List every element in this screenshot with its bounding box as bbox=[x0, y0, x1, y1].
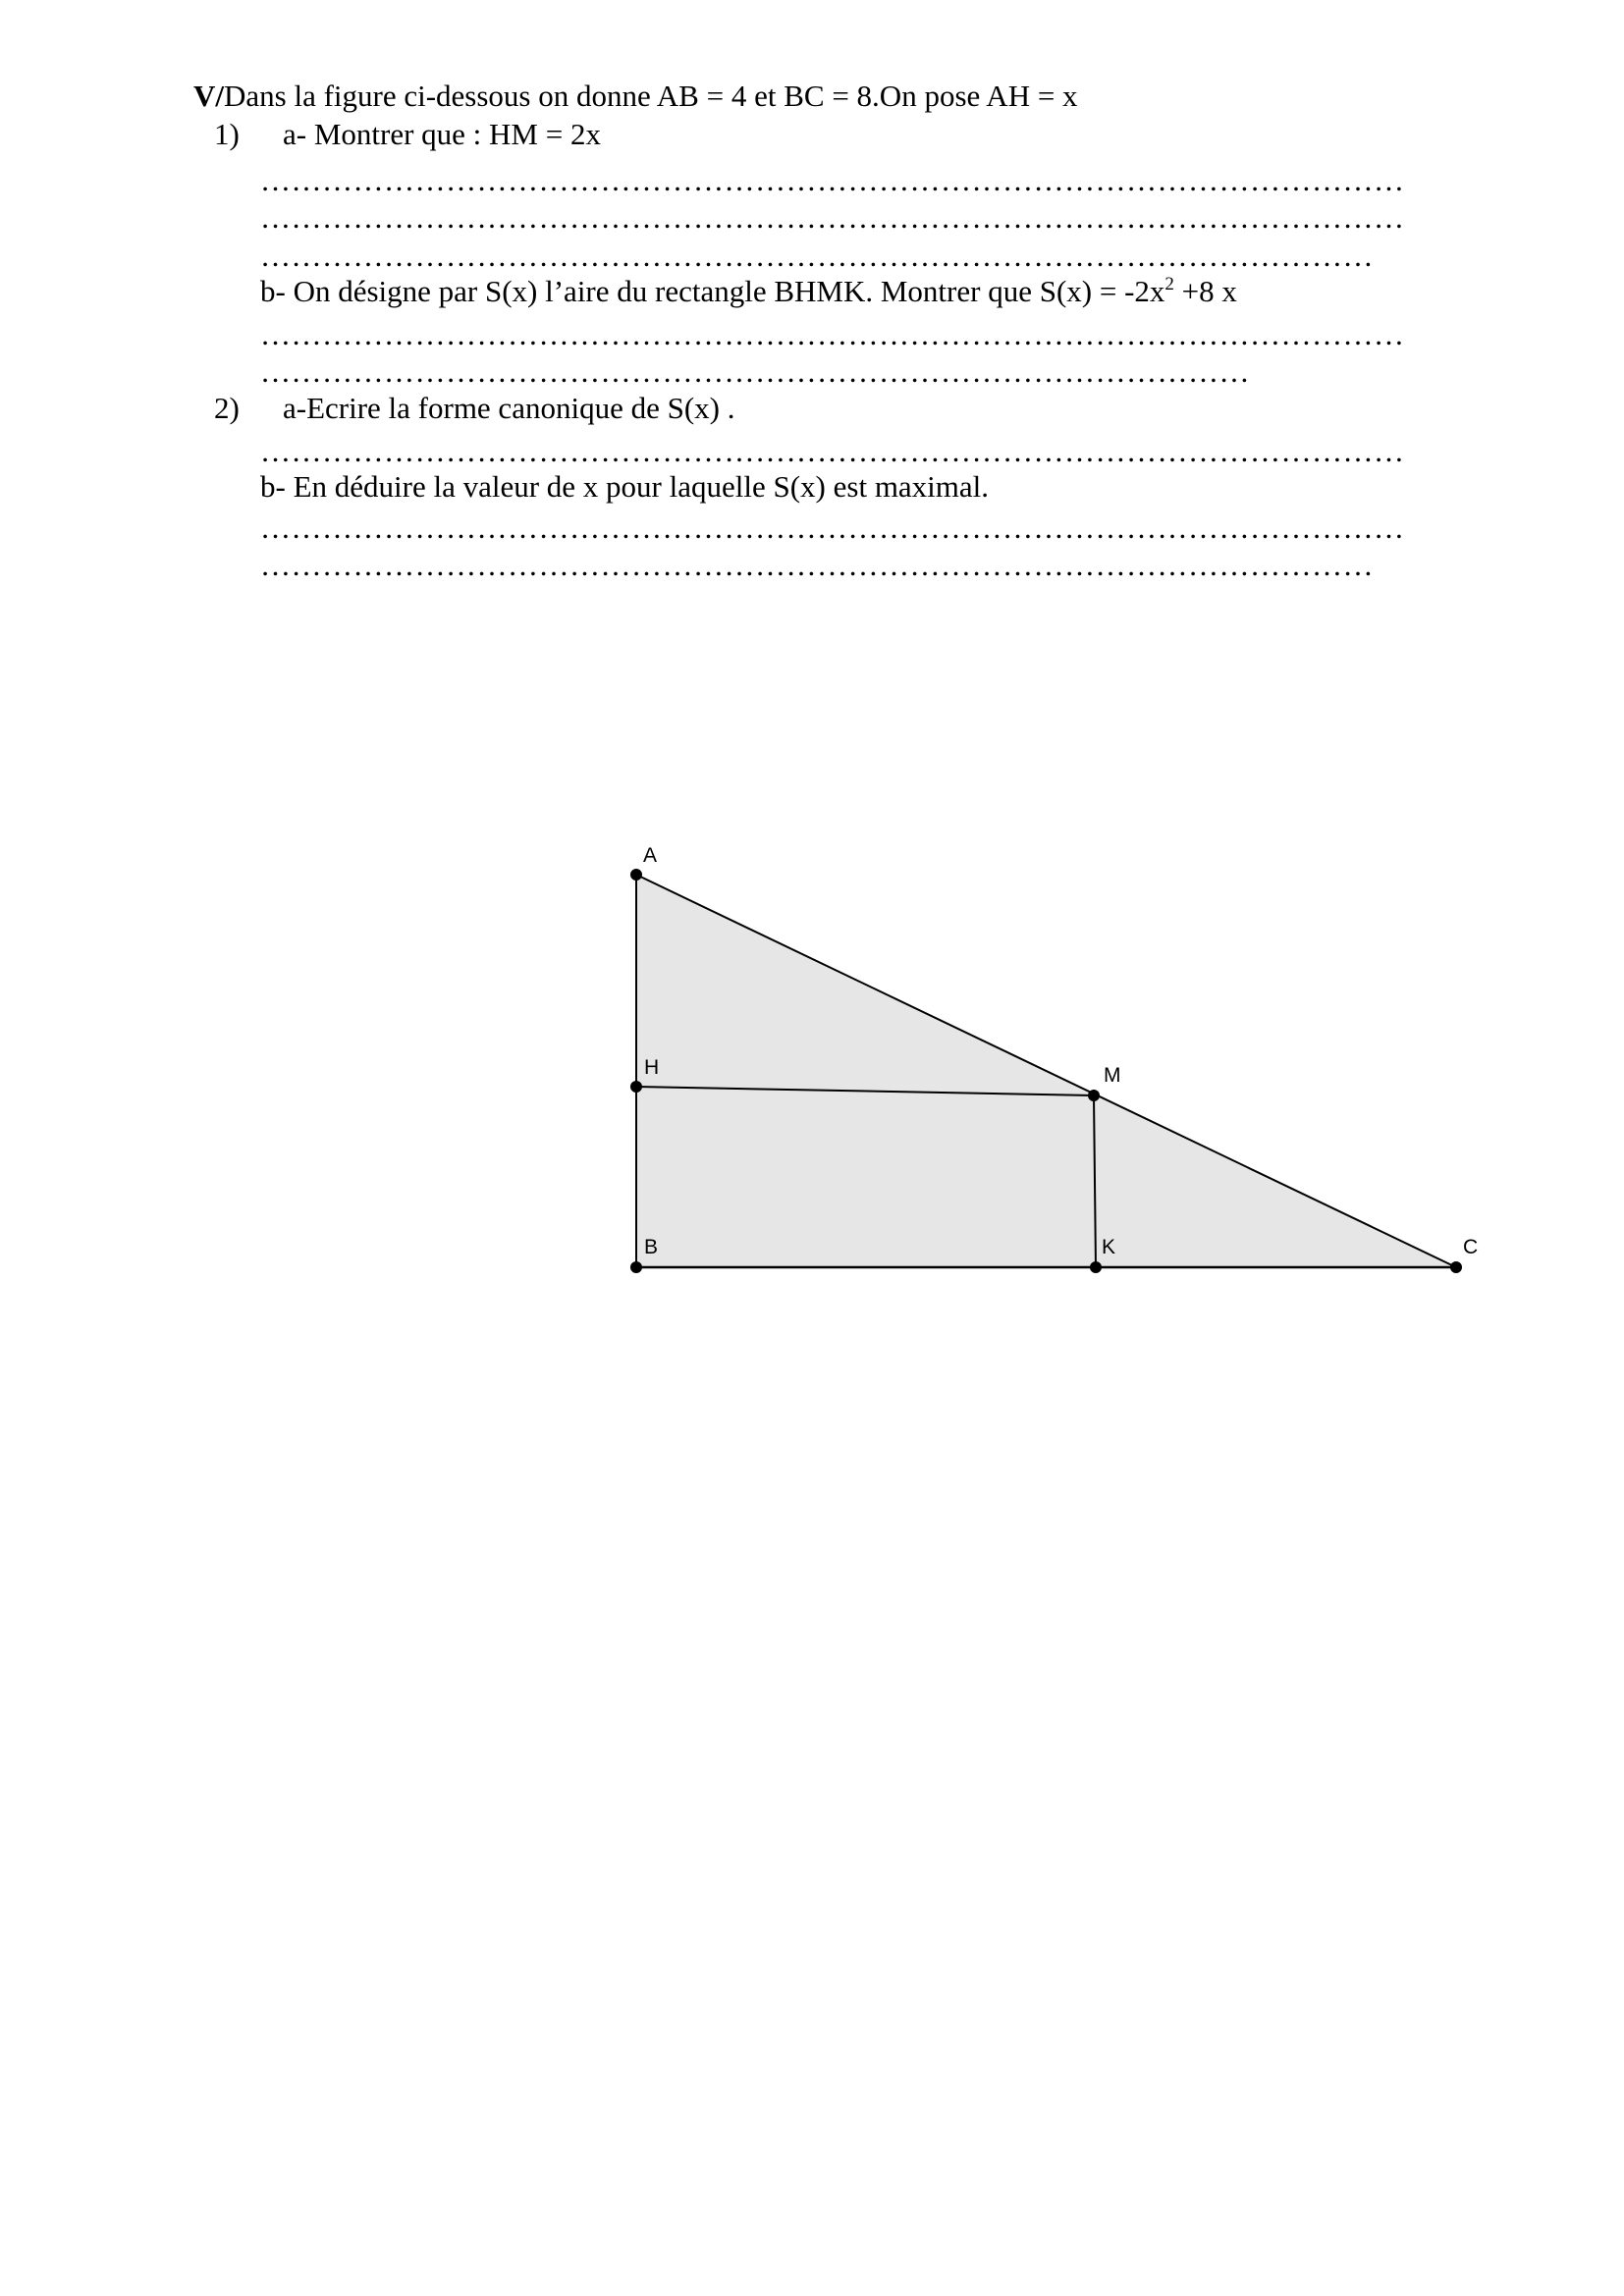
question-2-number: 2) bbox=[214, 391, 240, 425]
answer-line-2: ………………………………………………………………………………………………… bbox=[260, 200, 1405, 235]
question-1b-exponent: 2 bbox=[1164, 274, 1174, 294]
label-k: K bbox=[1102, 1236, 1116, 1258]
question-1b-text: b- On désigne par S(x) l’aire du rectangle BHMK. Montrer que S(x) = -2x bbox=[260, 274, 1165, 308]
point-h bbox=[630, 1081, 642, 1093]
question-2a-text: a-Ecrire la forme canonique de S(x) . bbox=[283, 391, 735, 425]
answer-line-3: ……………………………………………………………………………………………… bbox=[260, 239, 1374, 273]
exercise-intro-text: Dans la figure ci-dessous on donne AB = 4 et BC = 8.On pose AH = x bbox=[224, 79, 1078, 113]
label-c: C bbox=[1463, 1236, 1479, 1258]
point-m bbox=[1088, 1090, 1100, 1101]
point-c bbox=[1450, 1261, 1462, 1273]
label-m: M bbox=[1104, 1064, 1121, 1087]
question-1-number: 1) bbox=[214, 117, 240, 151]
point-a bbox=[630, 869, 642, 881]
question-1a-text: a- Montrer que : HM = 2x bbox=[283, 117, 601, 151]
answer-line-7: ………………………………………………………………………………………………… bbox=[260, 510, 1405, 545]
answer-line-4: ………………………………………………………………………………………………… bbox=[260, 317, 1405, 351]
answer-line-6: ………………………………………………………………………………………………… bbox=[260, 434, 1405, 468]
answer-line-1: ………………………………………………………………………………………………… bbox=[260, 163, 1405, 197]
answer-line-5: …………………………………………………………………………………… bbox=[260, 354, 1250, 389]
exercise-number: V/ bbox=[193, 79, 224, 113]
label-h: H bbox=[644, 1056, 660, 1079]
label-a: A bbox=[643, 844, 658, 867]
label-b: B bbox=[644, 1236, 659, 1258]
question-2b-text: b- En déduire la valeur de x pour laquelle S(x) est maximal. bbox=[260, 469, 990, 504]
answer-line-8: ……………………………………………………………………………………………… bbox=[260, 548, 1374, 582]
question-1b-tail: +8 x bbox=[1173, 274, 1237, 308]
point-k bbox=[1090, 1261, 1102, 1273]
point-b bbox=[630, 1261, 642, 1273]
